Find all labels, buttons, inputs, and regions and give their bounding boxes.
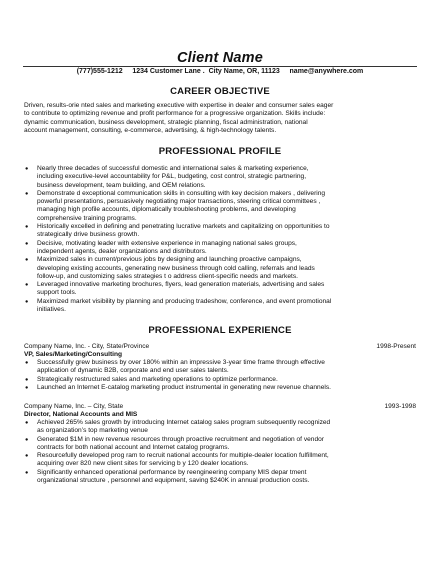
profile-item-line: ● Decisive, motivating leader with extensive experience in managing national sales groups, xyxy=(37,239,297,247)
profile-item-line: ● Historically excelled in defining and penetrating lucrative markets and capitalizing on opportunities to xyxy=(37,223,330,231)
job-duty-line: ● Achieved 265% sales growth by introducing Internet catalog sales program subsequently recognized xyxy=(37,419,331,426)
job-duty-line: ● Generated $1M in new revenue resources through proactive recruitment and negotiation of vendor xyxy=(37,435,324,443)
profile-item xyxy=(24,256,416,281)
profile-item xyxy=(24,190,416,223)
job-duty xyxy=(24,384,416,392)
profile-item xyxy=(24,240,416,257)
profile-item-line: ● Maximized sales in current/previous jobs by designing and launching proactive campaigns, xyxy=(37,256,302,264)
profile-item xyxy=(24,298,416,315)
contact-line: (777)555-1212 1234 Customer Lane . City Name, OR, 11123 name@anywhere.com xyxy=(76,68,364,75)
profile-item xyxy=(24,281,416,298)
job-duty-line: ● Significantly enhanced operational performance by reengineering company MIS depar tment xyxy=(37,468,307,476)
job-duty-line: ● Strategically restructured sales and marketing operations to optimize performance. xyxy=(37,375,278,383)
job-duty-line: contracts for both national account and Internet catalog programs. xyxy=(37,443,230,451)
job-duty xyxy=(24,452,416,469)
objective-line: dynamic communication, business development, strategic planning, fiscal administration, national xyxy=(24,118,308,126)
profile-item-line: ● Maximized market visibility by planning and producing tradeshow, conference, and event promotional xyxy=(37,297,332,305)
objective-line: account management, consulting, e-commerce, advertising, & high-technology talents. xyxy=(24,126,277,134)
job-duty xyxy=(24,376,416,384)
job-company: Company Name, Inc. - City, State/Province xyxy=(24,343,150,350)
job-duties-list xyxy=(24,359,416,392)
job-duty-line: acquiring over 820 new client sites for servicing b y 120 dealer locations. xyxy=(37,460,249,468)
profile-item-line: ● Leveraged innovative marketing brochures, flyers, lead generation materials, advertising and sales xyxy=(37,281,325,289)
job-duty xyxy=(24,436,416,453)
objective-line: Driven, results-orie nted sales and marketing executive with expertise in dealer and consumer sales eager xyxy=(24,102,334,109)
profile-item-line: support tools. xyxy=(37,289,77,297)
profile-item-line: including executive-level accountability for P&L, budgeting, cost control, strategic partnering, xyxy=(37,173,307,181)
job-title: VP, Sales/Marketing/Consulting xyxy=(24,351,123,358)
header-divider xyxy=(23,66,417,67)
profile-item-line: independent agents, dealer organizations and distributors. xyxy=(37,247,207,255)
objective-line: to contribute to optimizing revenue and profit performance for a progressive organization. Skills include: xyxy=(24,110,326,118)
job-dates: 1998-Present xyxy=(376,343,416,350)
job-duty xyxy=(24,469,416,486)
profile-item xyxy=(24,165,416,190)
job-duty xyxy=(24,419,416,436)
profile-item-line: ● Demonstrate d exceptional communication skills in consulting with key decision makers , delivering xyxy=(37,189,326,197)
job-title: Director, National Accounts and MIS xyxy=(24,411,138,418)
job-duty-line: organizational structure , personnel and equipment, saving $240K in annual production costs. xyxy=(37,477,310,485)
profile-item-line: business development, team building, and OEM relations. xyxy=(37,181,206,189)
job-duty-line: ● Resourcefully developed prog ram to recruit national accounts for multiple-dealer location fulfillment, xyxy=(37,452,329,460)
section-title-experience: PROFESSIONAL EXPERIENCE xyxy=(148,325,292,336)
job-duty-line: ● Launched an Internet E-catalog marketing product instrumental in generating new revenue channels. xyxy=(37,383,331,391)
objective-paragraph xyxy=(24,102,419,135)
job-duty-line: ● Successfully grew business by over 180% within an impressive 3-year time frame through effective xyxy=(37,359,325,366)
job-duty xyxy=(24,359,416,376)
profile-item xyxy=(24,223,416,240)
section-title-profile: PROFESSIONAL PROFILE xyxy=(158,146,282,157)
job-duty-line: as organization’s top marketing venue xyxy=(37,427,148,435)
profile-item-line: managing high profile accounts, diplomatically troubleshooting problems, and developing xyxy=(37,206,296,214)
job-company: Company Name, Inc. – City, State xyxy=(24,403,124,410)
job-dates: 1993-1998 xyxy=(384,403,416,410)
profile-list xyxy=(24,165,416,314)
profile-item-line: comprehensive training programs. xyxy=(37,214,137,222)
client-name: Client Name xyxy=(177,50,263,66)
profile-item-line: ● Nearly three decades of successful domestic and international sales & marketing experience, xyxy=(37,165,309,172)
job-duties-list xyxy=(24,419,416,485)
profile-item-line: developing existing accounts, generating new business through cold calling, referrals and leads xyxy=(37,264,315,272)
job-duty-line: application of dynamic B2B, corporate and end user sales talents. xyxy=(37,367,229,375)
section-title-objective: CAREER OBJECTIVE xyxy=(170,86,270,97)
profile-item-line: follow-up, and customizing sales strategies t o address client-specific needs and markets. xyxy=(37,272,298,280)
profile-item-line: powerful presentations, persuasively negotiating major transactions, steering critical committees , xyxy=(37,198,321,206)
profile-item-line: strategically drive business growth. xyxy=(37,231,140,239)
profile-item-line: initiatives. xyxy=(37,306,66,314)
